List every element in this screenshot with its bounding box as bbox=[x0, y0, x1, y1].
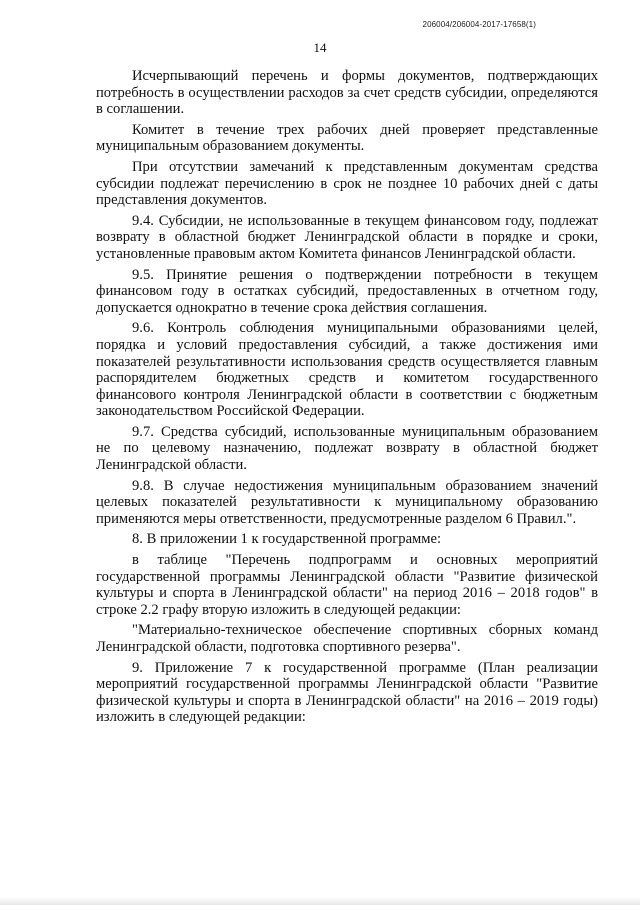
paragraph-quoted-text: "Материально-техническое обеспечение спортивных сборных команд Ленинградской области, подготовка спортивного резерва". bbox=[96, 622, 598, 655]
document-code: 206004/206004-2017-17658(1) bbox=[422, 20, 536, 29]
paragraph-9-5: 9.5. Принятие решения о подтверждении потребности в текущем финансовом году в остатках субсидий, предоставленных в отчетном году, допускается однократно в течение срока действия соглашения. bbox=[96, 266, 598, 316]
document-body bbox=[96, 68, 598, 726]
paragraph-item-8: 8. В приложении 1 к государственной программе: bbox=[132, 531, 442, 548]
paragraph-table-reference: в таблице "Перечень подпрограмм и основных мероприятий государственной программы Ленинградской области "Развитие физической культуры и спорта в Ленинградской области" на период 2016 – 2018 годов" в строке 2.2 графу вторую изложить в следующей редакции: bbox=[96, 552, 598, 618]
paragraph-9-8: 9.8. В случае недостижения муниципальным образованием значений целевых показателей результативности к муниципальному образованию применяются меры ответственности, предусмотренные разделом 6 Правил.". bbox=[96, 477, 598, 527]
paragraph: При отсутствии замечаний к представленным документам средства субсидии подлежат перечислению в срок не позднее 10 рабочих дней с даты представления документов. bbox=[96, 158, 598, 209]
paragraph-item-9: 9. Приложение 7 к государственной программе (План реализации мероприятий государственной программы Ленинградской области "Развитие физической культуры и спорта в Ленинградской области" на 2016 – 2019 годы) изложить в следующей редакции: bbox=[96, 659, 598, 726]
page-number: 14 bbox=[313, 40, 327, 55]
paragraph: Исчерпывающий перечень и формы документов, подтверждающих потребность в осуществлении расходов за счет средств субсидии, определяются в соглашении. bbox=[96, 68, 598, 118]
paragraph: Комитет в течение трех рабочих дней проверяет представленные муниципальным образованием документы. bbox=[96, 121, 598, 155]
paragraph-9-4: 9.4. Субсидии, не использованные в текущем финансовом году, подлежат возврату в областной бюджет Ленинградской области в порядке и сроки, установленные правовым актом Комитета финансов Ленинградской области. bbox=[96, 212, 598, 262]
paragraph-9-6: 9.6. Контроль соблюдения муниципальными образованиями целей, порядка и условий предоставления субсидий, а также достижения ими показателей результативности использования средств осуществляется главным распорядителем бюджетных средств и комитетом государственного финансового контроля Ленинградской области в соответствии с бюджетным законодательством Российской Федерации. bbox=[96, 320, 598, 420]
paragraph-9-7: 9.7. Средства субсидий, использованные муниципальным образованием не по целевому назначению, подлежат возврату в областной бюджет Ленинградской области. bbox=[96, 423, 598, 474]
scan-edge bbox=[0, 897, 640, 905]
